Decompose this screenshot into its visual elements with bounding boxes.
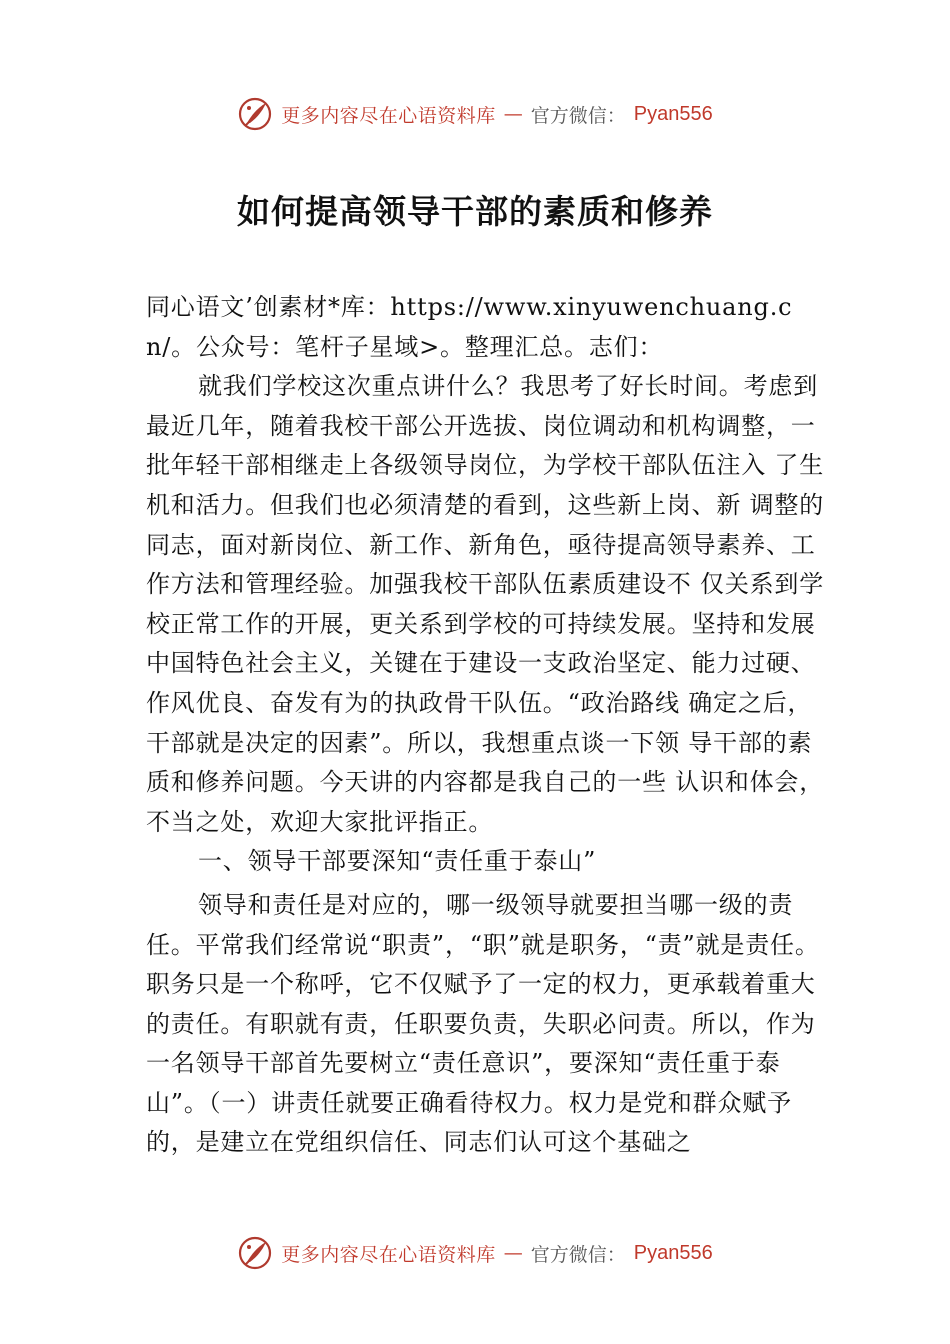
section-paragraph: 领导和责任是对应的，哪一级领导就要担当哪一级的责任。平常我们经常说“职责”，“职”就是职务，“责”就是责任。职务只是一个称呼，它不仅赋予了一定的权力，更承载着重大的责任。有职就有责，任职要负责，失职必问责。所以，作为一名领导干部首先要树立“责任意识”，要深知“责任重于泰山”。（一）讲责任就要正确看待权力。权力是党和群众赋予的，是建立在党组织信任、同志们认可这个基础之 [146,890,820,1157]
document-title: 如何提高领导干部的素质和修养 [237,192,713,231]
banner-separator: — [503,1242,523,1264]
banner-wechat-id: Pyan556 [633,102,713,125]
banner-wechat-id: Pyan556 [633,1241,713,1264]
source-line: 同心语文’创素材*库：https://www.xinyuwenchuang.cn/。公众号：笔杆子星域>。整理汇总。志们： [146,293,793,361]
quill-pen-icon [237,1235,273,1271]
quill-pen-icon [237,96,273,132]
banner-wechat-label: 官方微信： [530,104,626,127]
banner-wechat-label: 官方微信： [530,1243,626,1266]
section-heading: 一、领导干部要深知“责任重于泰山” [198,847,597,876]
header-banner [0,92,950,136]
banner-main-text: 更多内容尽在心语资料库 [281,104,496,127]
document-body [146,288,834,1163]
footer-banner [0,1231,950,1275]
banner-main-text: 更多内容尽在心语资料库 [281,1243,496,1266]
banner-separator: — [503,103,523,125]
intro-paragraph: 就我们学校这次重点讲什么？我思考了好长时间。考虑到最近几年，随着我校干部公开选拔、岗位调动和机构调整，一批年轻干部相继走上各级领导岗位，为学校干部队伍注入 了生机和活力。但我们也必须清楚的看到，这些新上岗、新 调整的同志，面对新岗位、新工作、新角色，亟待提高领导素养、工作方法和管理经验。加强我校干部队伍素质建设不 仅关系到学校正常工作的开展，更关系到学校的可持续发展。坚持和发展中国特色社会主义，关键在于建设一支政治坚定、能力过硬、作风优良、奋发有为的执政骨干队伍。“政治路线 确定之后，干部就是决定的因素”。所以，我想重点谈一下领 导干部的素质和修养问题。今天讲的内容都是我自己的一些 认识和体会，不当之处，欢迎大家批评指正。 [146,372,825,836]
